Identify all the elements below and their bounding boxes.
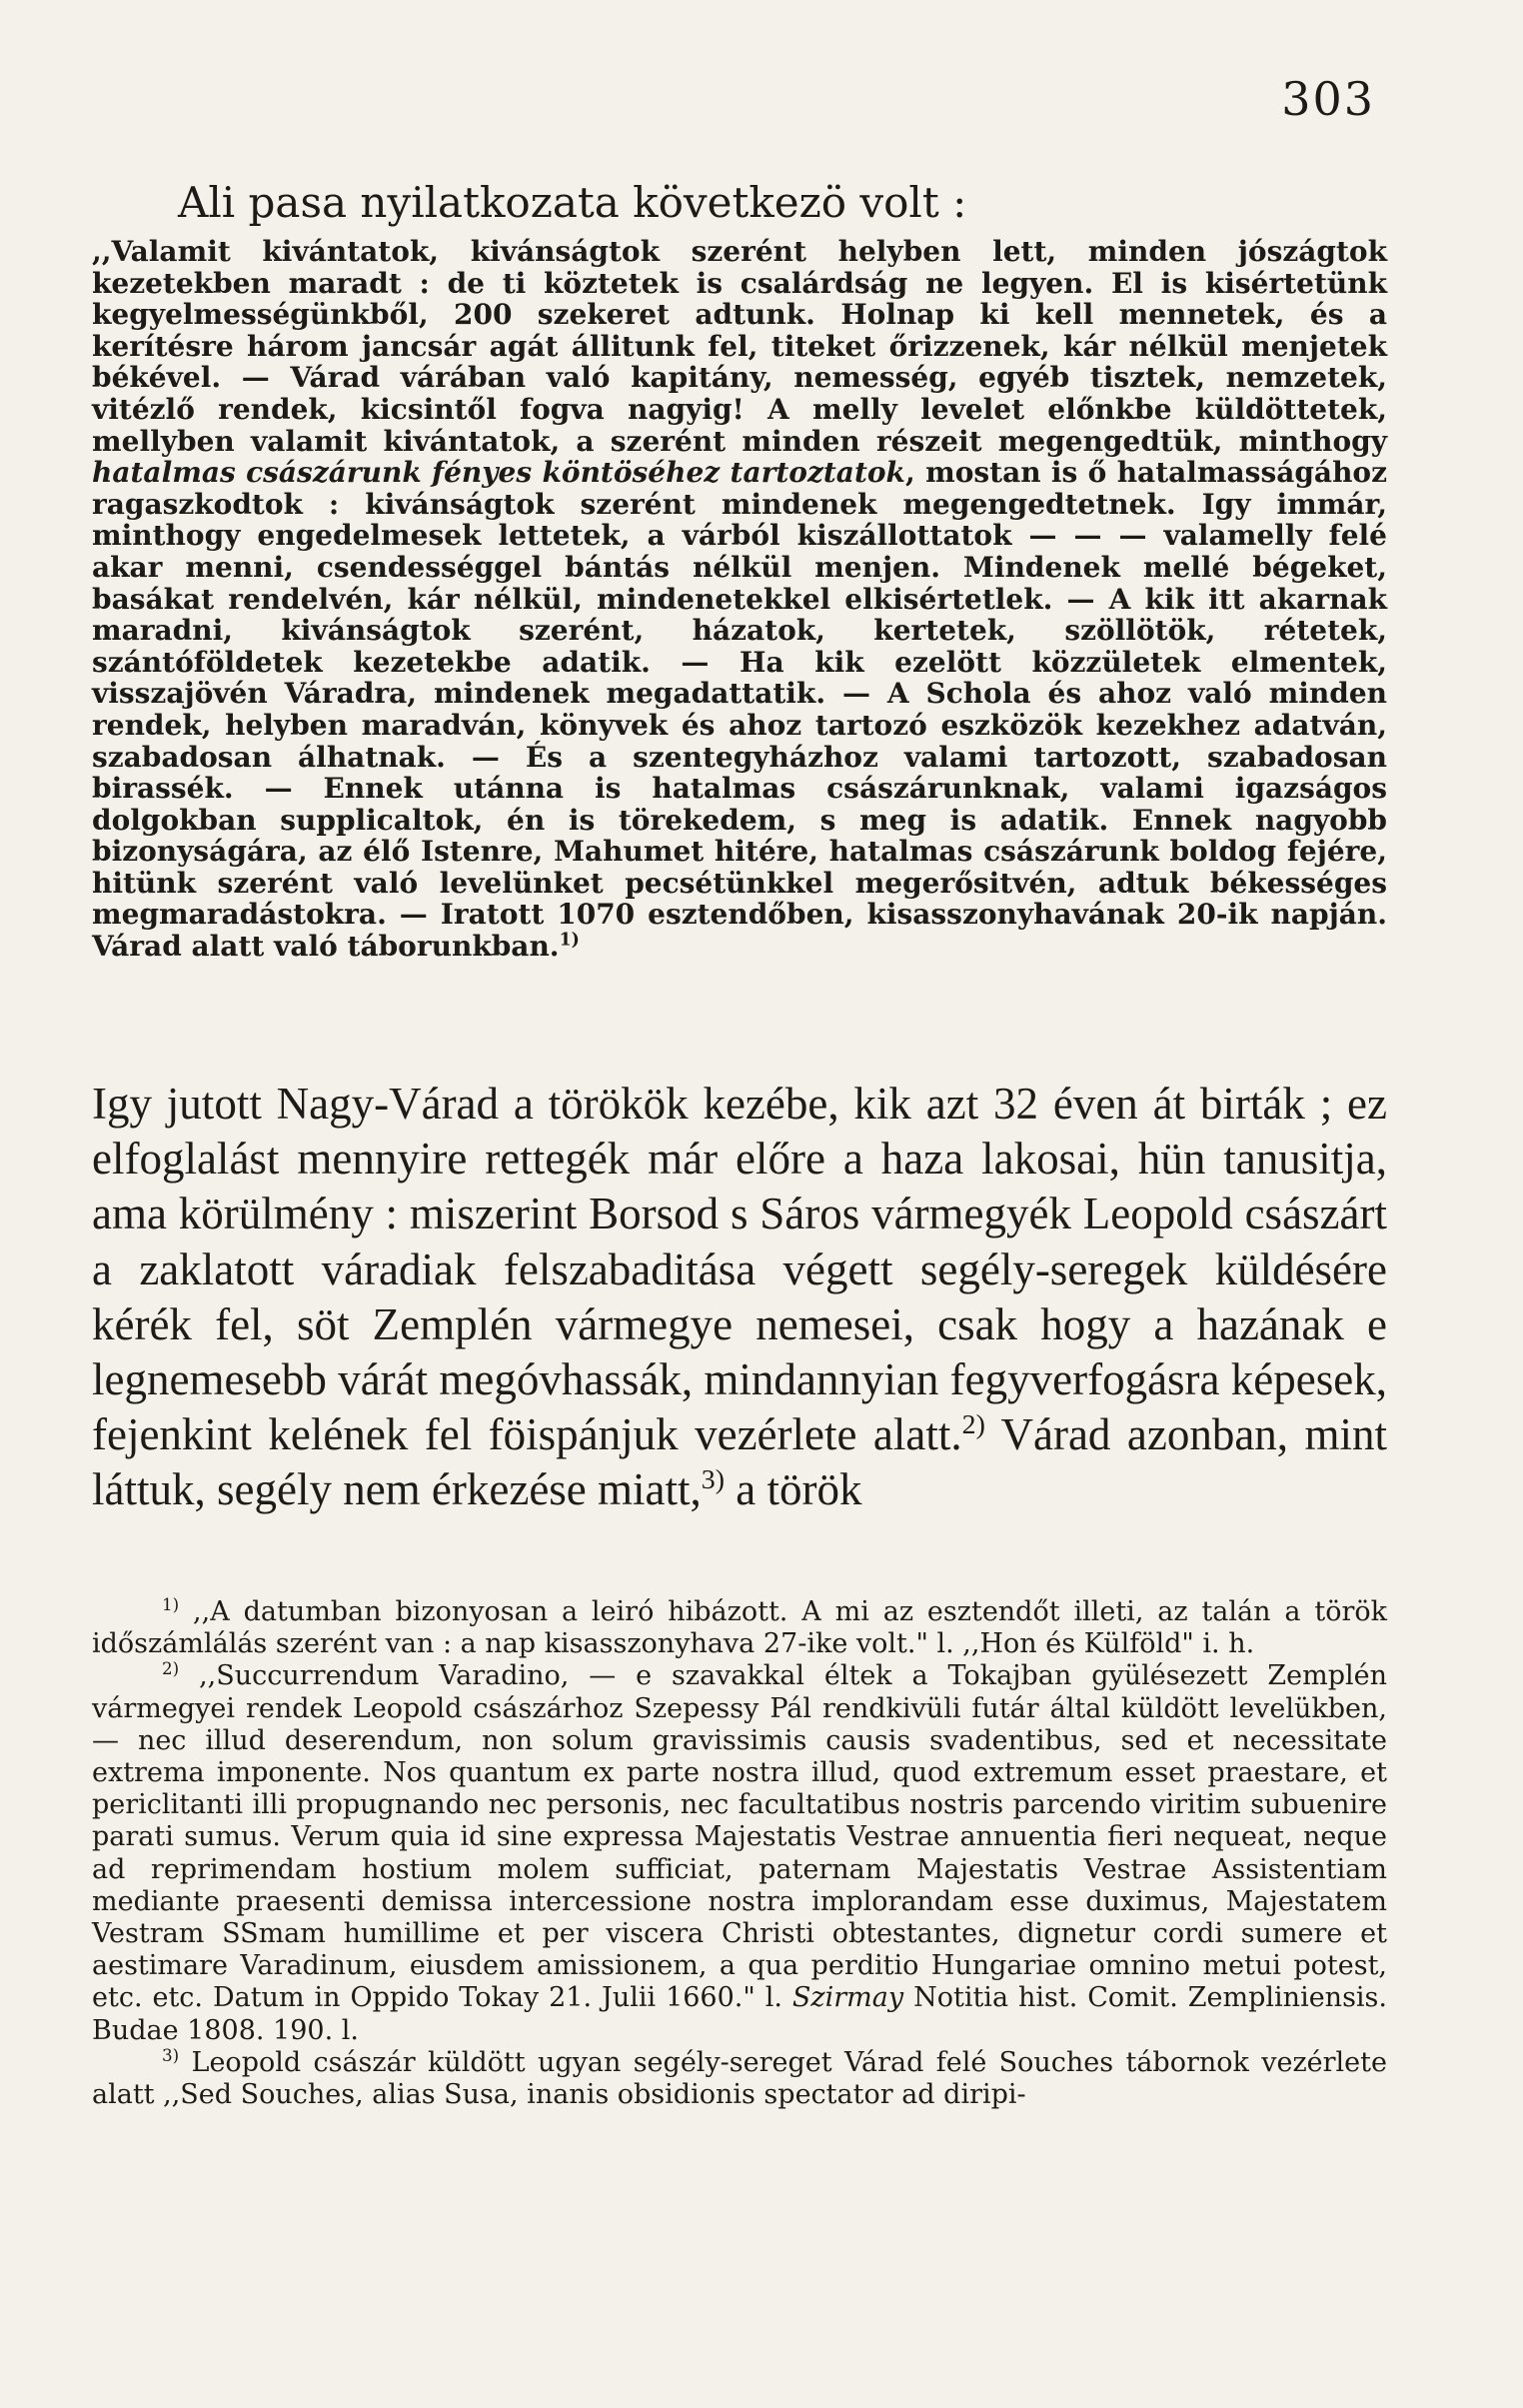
quoted-letter: [92, 236, 1387, 963]
footnote-ref-1: 1): [559, 930, 580, 951]
footnote-ref-3: 3): [701, 1464, 725, 1496]
footnote-1: [92, 1596, 1387, 1660]
body-paragraph: [92, 1077, 1387, 1518]
footnote-1-text: ,,A datumban bizonyosan a leiró hibázott. A mi az esztendőt illeti, az talán a török időszámlálás szerént van : a nap kisasszonyhava 27-ike volt." l. ,,Hon és Külföld" i. h.: [92, 1596, 1387, 1660]
footnote-ref-2: 2): [961, 1409, 985, 1441]
footnote-2-mark: 2): [162, 1658, 180, 1679]
footnote-2-text-2: Notitia hist. Comit. Zempliniensis. Budae 1808. 190. l.: [92, 1982, 1387, 2046]
quote-italic-phrase: hatalmas császárunk fényes köntöséhez tartoztatok: [92, 456, 905, 490]
footnote-3-text: Leopold császár küldött ugyan segély-sereget Várad felé Souches tábornok vezérlete alatt ,,Sed Souches, alias Susa, inanis obsidionis spectator ad diripi-: [92, 2046, 1387, 2111]
footnotes: [92, 1596, 1387, 2111]
page-number: 303: [1281, 72, 1375, 126]
body-text-1: Igy jutott Nagy-Várad a törökök kezébe, kik azt 32 éven át birták ; ez elfoglalást mennyire rettegék már előre a haza lakosai, hün tanusitja, ama körülmény : miszerint Borsod s Sáros vármegyék Leopold császárt a zaklatott váradiak felszabaditása végett segély-seregek küldésére kérék fel, söt Zemplén vármegye nemesei, csak hogy a hazának e legnemesebb várát megóvhassák, mindannyian fegyverfogásra képesek, fejenkint kelének fel föispánjuk vezérlete alatt.: [92, 1079, 1387, 1460]
body-text-2: Várad azonban, mint láttuk, segély nem érkezése miatt,: [92, 1409, 1388, 1515]
footnote-3: [92, 2044, 1387, 2111]
quote-text-1: ,,Valamit kivántatok, kivánságtok szerént helyben lett, minden jószágtok kezetekben maradt : de ti köztetek is csalárdság ne legyen. El is kisértetünk kegyelmességünkből, 200 szekeret adtunk. Holnap ki kell mennetek, és a kerítésre három jancsár agát állitunk fel, titeket őrizzenek, kár nélkül menjetek békével. — Várad várában való kapitány, nemesség, egyéb tisztek, nemzetek, vitézlő rendek, kicsintől fogva nagyig! A melly levelet előnkbe küldöttetek, mellyben valamit kivántatok, a szerént minden részeit megengedtük, minthogy: [92, 235, 1387, 458]
footnote-2: [92, 1660, 1387, 2046]
footnote-2-text-1: ,,Succurrendum Varadino, — e szavakkal éltek a Tokajban gyülésezett Zemplén vármegyei rendek Leopold császárhoz Szepessy Pál rendkivüli futár által küldött levelükben, — nec illud deserendum, non solum gravissimis causis svadentibus, sed et necessitate extrema imponente. Nos quantum ex parte nostra illud, quod extremum esset praestare, et periclitanti illi propugnando nec personis, nec facultatibus nostris parcendo viritim subuenire parati sumus. Verum quia id sine expressa Majestatis Vestrae annuentia fieri nequeat, neque ad reprimendam hostium molem sufficiat, paternam Majestatis Vestrae Assistentiam mediante praesenti demissa intercessione nostra implorandam esse duximus, Majestatem Vestram SSmam humillime et per viscera Christi obtestantes, dignetur cordi sumere et aestimare Varadinum, eiusdem amissionem, a qua perditio Hungariae omnino metui potest, etc. etc. Datum in Oppido Tokay 21. Julii 1660." l.: [92, 1660, 1387, 2014]
footnote-2-author: Szirmay: [791, 1982, 904, 2014]
body-text-3: a török: [725, 1464, 862, 1515]
lead-sentence: Ali pasa nyilatkozata következö volt :: [178, 178, 967, 227]
footnote-1-mark: 1): [162, 1594, 180, 1614]
quote-text-2: , mostan is ő hatalmasságához ragaszkodtok : kivánságtok szerént mindenek megengedtetnek. Igy immár, minthogy engedelmesek lettetek, a várból kiszállottatok — — — valamelly felé akar menni, csendességgel bántás nélkül menjen. Mindenek mellé bégeket, basákat rendelvén, kár nélkül, mindenetekkel elkisértetlek. — A kik itt akarnak maradni, kivánságtok szerént, házatok, kertetek, szöllötök, rétetek, szántóföldetek kezetekbe adatik. — Ha kik ezelött közzületek elmentek, visszajövén Váradra, mindenek megadattatik. — A Schola és ahoz való minden rendek, helyben maradván, könyvek és ahoz tartozó eszközök kezekhez adatván, szabadosan álhatnak. — És a szentegyházhoz valami tartozott, szabadosan birassék. — Ennek utánna is hatalmas császárunknak, valami igazságos dolgokban supplicaltok, én is törekedem, s meg is adatik. Ennek nagyobb bizonyságára, az élő Istenre, Mahumet hitére, hatalmas császárunk boldog fejére, hitünk szerént való levelünket pecsétünkkel megerősitvén, adtuk békességes megmaradástokra. — Iratott 1070 esztendőben, kisasszonyhavának 20-ik napján. Várad alatt való táborunkban.: [92, 456, 1387, 964]
footnote-3-mark: 3): [162, 2044, 180, 2065]
